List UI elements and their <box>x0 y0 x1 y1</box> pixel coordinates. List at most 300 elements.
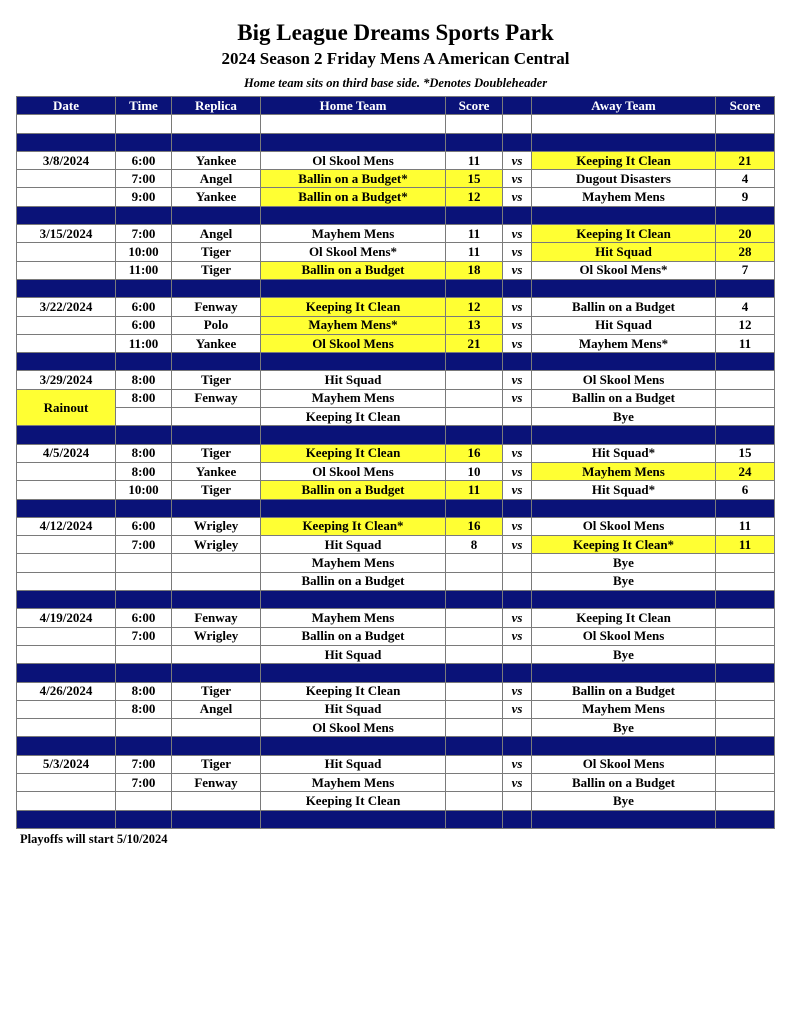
home-score-cell <box>446 773 503 791</box>
separator-cell <box>17 664 116 682</box>
vs-cell: vs <box>503 371 532 389</box>
away-score-cell: 4 <box>716 298 775 316</box>
separator-cell <box>172 591 261 609</box>
replica-cell: Tiger <box>172 444 261 462</box>
home-score-cell: 15 <box>446 170 503 188</box>
date-cell <box>17 170 116 188</box>
date-cell <box>17 627 116 645</box>
separator-cell <box>261 664 446 682</box>
replica-cell: Wrigley <box>172 627 261 645</box>
table-row <box>17 572 775 590</box>
away-score-cell <box>716 572 775 590</box>
vs-cell: vs <box>503 462 532 480</box>
replica-cell: Angel <box>172 225 261 243</box>
table-row <box>17 462 775 480</box>
table-row <box>17 554 775 572</box>
home-score-cell: 11 <box>446 151 503 169</box>
home-team-cell: Hit Squad <box>261 536 446 554</box>
separator-cell <box>716 737 775 755</box>
away-team-cell: Mayhem Mens <box>532 462 716 480</box>
away-score-cell: 12 <box>716 316 775 334</box>
separator-cell <box>116 810 172 828</box>
away-team-cell: Ol Skool Mens <box>532 627 716 645</box>
away-team-cell: Bye <box>532 408 716 426</box>
table-row <box>17 151 775 169</box>
away-team-cell: Ballin on a Budget <box>532 773 716 791</box>
away-score-cell <box>716 773 775 791</box>
away-team-cell: Dugout Disasters <box>532 170 716 188</box>
time-cell: 6:00 <box>116 298 172 316</box>
away-score-cell <box>716 554 775 572</box>
date-cell: 3/8/2024 <box>17 151 116 169</box>
separator-cell <box>261 499 446 517</box>
separator-cell <box>532 499 716 517</box>
away-score-cell <box>716 755 775 773</box>
away-score-cell: 9 <box>716 188 775 206</box>
date-cell <box>17 188 116 206</box>
blank-cell <box>172 115 261 133</box>
table-row <box>17 389 775 407</box>
separator-cell <box>116 737 172 755</box>
time-cell: 11:00 <box>116 334 172 352</box>
home-team-cell: Keeping It Clean <box>261 298 446 316</box>
column-header-date: Date <box>17 97 116 115</box>
table-row <box>17 719 775 737</box>
separator-cell <box>446 499 503 517</box>
home-score-cell <box>446 609 503 627</box>
separator-cell <box>17 499 116 517</box>
vs-cell: vs <box>503 700 532 718</box>
time-cell <box>116 572 172 590</box>
home-score-cell <box>446 572 503 590</box>
blank-cell <box>446 115 503 133</box>
separator-cell <box>532 206 716 224</box>
table-row <box>17 517 775 535</box>
vs-cell: vs <box>503 298 532 316</box>
separator-cell <box>116 206 172 224</box>
away-team-cell: Bye <box>532 719 716 737</box>
home-team-cell: Ol Skool Mens <box>261 151 446 169</box>
separator-row <box>17 279 775 297</box>
separator-row <box>17 737 775 755</box>
column-header-vs <box>503 97 532 115</box>
time-cell: 8:00 <box>116 462 172 480</box>
separator-cell <box>446 206 503 224</box>
home-team-cell: Keeping It Clean <box>261 792 446 810</box>
replica-cell: Fenway <box>172 773 261 791</box>
home-score-cell: 16 <box>446 444 503 462</box>
away-team-cell: Ballin on a Budget <box>532 298 716 316</box>
away-score-cell: 6 <box>716 481 775 499</box>
time-cell <box>116 792 172 810</box>
replica-cell: Tiger <box>172 371 261 389</box>
date-cell: 3/22/2024 <box>17 298 116 316</box>
date-cell: 4/12/2024 <box>17 517 116 535</box>
home-team-cell: Ol Skool Mens* <box>261 243 446 261</box>
away-team-cell: Keeping It Clean <box>532 225 716 243</box>
vs-cell: vs <box>503 536 532 554</box>
separator-cell <box>503 206 532 224</box>
table-row <box>17 627 775 645</box>
home-score-cell <box>446 389 503 407</box>
separator-cell <box>17 279 116 297</box>
separator-cell <box>261 591 446 609</box>
time-cell: 7:00 <box>116 773 172 791</box>
separator-cell <box>446 810 503 828</box>
separator-cell <box>716 426 775 444</box>
home-team-cell: Hit Squad <box>261 755 446 773</box>
separator-cell <box>116 591 172 609</box>
time-cell <box>116 645 172 663</box>
separator-row <box>17 426 775 444</box>
table-row <box>17 298 775 316</box>
home-team-cell: Keeping It Clean <box>261 408 446 426</box>
date-cell <box>17 481 116 499</box>
separator-cell <box>17 133 116 151</box>
table-header-row <box>17 97 775 115</box>
away-score-cell <box>716 389 775 407</box>
separator-cell <box>261 426 446 444</box>
away-score-cell: 4 <box>716 170 775 188</box>
separator-cell <box>446 737 503 755</box>
time-cell: 9:00 <box>116 188 172 206</box>
away-team-cell: Bye <box>532 554 716 572</box>
table-row <box>17 682 775 700</box>
home-score-cell <box>446 719 503 737</box>
time-cell: 8:00 <box>116 389 172 407</box>
date-cell: 3/29/2024 <box>17 371 116 389</box>
home-team-cell: Ballin on a Budget <box>261 572 446 590</box>
separator-cell <box>261 133 446 151</box>
separator-row <box>17 810 775 828</box>
column-header-home-team: Home Team <box>261 97 446 115</box>
home-score-cell: 8 <box>446 536 503 554</box>
away-score-cell: 28 <box>716 243 775 261</box>
schedule-table <box>16 96 775 829</box>
vs-cell: vs <box>503 773 532 791</box>
separator-cell <box>17 353 116 371</box>
blank-cell <box>716 115 775 133</box>
home-team-cell: Keeping It Clean <box>261 682 446 700</box>
separator-cell <box>532 591 716 609</box>
home-score-cell: 11 <box>446 243 503 261</box>
home-score-cell <box>446 408 503 426</box>
vs-cell: vs <box>503 334 532 352</box>
table-row <box>17 773 775 791</box>
away-team-cell: Bye <box>532 792 716 810</box>
table-row <box>17 700 775 718</box>
replica-cell: Tiger <box>172 682 261 700</box>
separator-row <box>17 499 775 517</box>
separator-cell <box>116 133 172 151</box>
time-cell <box>116 719 172 737</box>
separator-cell <box>261 206 446 224</box>
separator-row <box>17 133 775 151</box>
date-cell: 5/3/2024 <box>17 755 116 773</box>
vs-cell: vs <box>503 627 532 645</box>
separator-cell <box>172 133 261 151</box>
separator-cell <box>172 426 261 444</box>
date-cell <box>17 316 116 334</box>
separator-cell <box>716 279 775 297</box>
away-team-cell: Keeping It Clean <box>532 609 716 627</box>
separator-cell <box>172 279 261 297</box>
date-cell <box>17 719 116 737</box>
separator-cell <box>503 810 532 828</box>
home-score-cell <box>446 645 503 663</box>
home-score-cell: 13 <box>446 316 503 334</box>
table-row <box>17 316 775 334</box>
replica-cell: Wrigley <box>172 536 261 554</box>
vs-cell <box>503 572 532 590</box>
home-team-cell: Keeping It Clean* <box>261 517 446 535</box>
separator-cell <box>261 737 446 755</box>
separator-cell <box>172 206 261 224</box>
replica-cell: Fenway <box>172 298 261 316</box>
home-score-cell <box>446 682 503 700</box>
vs-cell: vs <box>503 682 532 700</box>
vs-cell: vs <box>503 389 532 407</box>
column-header-time: Time <box>116 97 172 115</box>
away-team-cell: Mayhem Mens <box>532 700 716 718</box>
separator-row <box>17 664 775 682</box>
table-row <box>17 334 775 352</box>
separator-cell <box>532 353 716 371</box>
home-score-cell: 21 <box>446 334 503 352</box>
table-row <box>17 408 775 426</box>
table-row <box>17 371 775 389</box>
separator-cell <box>532 664 716 682</box>
separator-cell <box>503 279 532 297</box>
vs-cell <box>503 719 532 737</box>
separator-cell <box>532 810 716 828</box>
time-cell: 6:00 <box>116 609 172 627</box>
away-team-cell: Hit Squad* <box>532 444 716 462</box>
separator-cell <box>116 353 172 371</box>
date-cell: 4/5/2024 <box>17 444 116 462</box>
away-score-cell <box>716 792 775 810</box>
separator-cell <box>172 353 261 371</box>
replica-cell <box>172 792 261 810</box>
home-score-cell: 12 <box>446 298 503 316</box>
separator-cell <box>716 664 775 682</box>
vs-cell: vs <box>503 481 532 499</box>
replica-cell: Fenway <box>172 609 261 627</box>
replica-cell <box>172 554 261 572</box>
replica-cell <box>172 645 261 663</box>
separator-cell <box>172 737 261 755</box>
away-score-cell: 11 <box>716 334 775 352</box>
date-cell <box>17 462 116 480</box>
blank-cell <box>532 115 716 133</box>
table-row <box>17 645 775 663</box>
away-score-cell <box>716 719 775 737</box>
blank-row <box>17 115 775 133</box>
away-score-cell <box>716 682 775 700</box>
separator-cell <box>532 133 716 151</box>
date-cell <box>17 554 116 572</box>
date-cell <box>17 792 116 810</box>
home-team-cell: Ballin on a Budget* <box>261 188 446 206</box>
page-subtitle: 2024 Season 2 Friday Mens A American Central <box>221 49 570 68</box>
vs-cell: vs <box>503 261 532 279</box>
blank-cell <box>17 115 116 133</box>
date-cell <box>17 773 116 791</box>
home-score-cell <box>446 554 503 572</box>
table-row <box>17 792 775 810</box>
away-team-cell: Hit Squad* <box>532 481 716 499</box>
separator-cell <box>532 279 716 297</box>
away-team-cell: Hit Squad <box>532 243 716 261</box>
schedule-note: Home team sits on third base side. *Denotes Doubleheader <box>243 76 548 90</box>
time-cell: 7:00 <box>116 627 172 645</box>
time-cell: 7:00 <box>116 170 172 188</box>
time-cell: 6:00 <box>116 517 172 535</box>
time-cell <box>116 408 172 426</box>
home-team-cell: Mayhem Mens <box>261 773 446 791</box>
away-team-cell: Mayhem Mens* <box>532 334 716 352</box>
table-row <box>17 444 775 462</box>
home-team-cell: Mayhem Mens <box>261 554 446 572</box>
separator-cell <box>261 279 446 297</box>
away-team-cell: Keeping It Clean* <box>532 536 716 554</box>
column-header-away-team: Away Team <box>532 97 716 115</box>
replica-cell: Tiger <box>172 481 261 499</box>
time-cell: 7:00 <box>116 755 172 773</box>
away-score-cell <box>716 645 775 663</box>
away-team-cell: Keeping It Clean <box>532 151 716 169</box>
replica-cell: Tiger <box>172 261 261 279</box>
separator-cell <box>116 279 172 297</box>
separator-row <box>17 353 775 371</box>
separator-cell <box>446 279 503 297</box>
footer-note: Playoffs will start 5/10/2024 <box>20 832 168 846</box>
time-cell: 6:00 <box>116 151 172 169</box>
column-header-home-score: Score <box>446 97 503 115</box>
vs-cell <box>503 645 532 663</box>
time-cell: 8:00 <box>116 700 172 718</box>
separator-cell <box>503 426 532 444</box>
away-team-cell: Ballin on a Budget <box>532 682 716 700</box>
home-score-cell <box>446 700 503 718</box>
separator-cell <box>17 591 116 609</box>
separator-row <box>17 591 775 609</box>
separator-cell <box>716 206 775 224</box>
separator-cell <box>503 353 532 371</box>
home-score-cell: 11 <box>446 481 503 499</box>
date-cell: 4/26/2024 <box>17 682 116 700</box>
vs-cell: vs <box>503 755 532 773</box>
replica-cell: Angel <box>172 170 261 188</box>
away-team-cell: Ballin on a Budget <box>532 389 716 407</box>
replica-cell <box>172 408 261 426</box>
separator-cell <box>716 591 775 609</box>
separator-row <box>17 206 775 224</box>
replica-cell: Yankee <box>172 188 261 206</box>
home-score-cell: 12 <box>446 188 503 206</box>
column-header-away-score: Score <box>716 97 775 115</box>
home-team-cell: Ballin on a Budget* <box>261 170 446 188</box>
time-cell: 8:00 <box>116 444 172 462</box>
table-row <box>17 609 775 627</box>
away-score-cell <box>716 609 775 627</box>
separator-cell <box>116 499 172 517</box>
table-row <box>17 188 775 206</box>
separator-cell <box>716 810 775 828</box>
home-team-cell: Hit Squad <box>261 371 446 389</box>
table-row <box>17 755 775 773</box>
away-score-cell <box>716 371 775 389</box>
vs-cell <box>503 408 532 426</box>
vs-cell: vs <box>503 151 532 169</box>
time-cell <box>116 554 172 572</box>
page-title: Big League Dreams Sports Park <box>237 20 554 45</box>
away-score-cell: 15 <box>716 444 775 462</box>
separator-cell <box>172 664 261 682</box>
replica-cell: Tiger <box>172 755 261 773</box>
table-row <box>17 481 775 499</box>
table-row <box>17 536 775 554</box>
away-score-cell: 7 <box>716 261 775 279</box>
home-team-cell: Ol Skool Mens <box>261 719 446 737</box>
away-team-cell: Bye <box>532 572 716 590</box>
vs-cell: vs <box>503 243 532 261</box>
date-cell <box>17 645 116 663</box>
home-team-cell: Keeping It Clean <box>261 444 446 462</box>
home-team-cell: Ballin on a Budget <box>261 627 446 645</box>
replica-cell <box>172 572 261 590</box>
separator-cell <box>503 664 532 682</box>
separator-cell <box>503 737 532 755</box>
vs-cell <box>503 554 532 572</box>
away-score-cell: 21 <box>716 151 775 169</box>
replica-cell <box>172 719 261 737</box>
separator-cell <box>532 426 716 444</box>
table-row <box>17 225 775 243</box>
away-score-cell: 11 <box>716 536 775 554</box>
date-cell: 3/15/2024 <box>17 225 116 243</box>
separator-cell <box>503 133 532 151</box>
home-score-cell: 18 <box>446 261 503 279</box>
away-team-cell: Bye <box>532 645 716 663</box>
blank-cell <box>261 115 446 133</box>
blank-cell <box>503 115 532 133</box>
away-team-cell: Ol Skool Mens <box>532 755 716 773</box>
home-team-cell: Mayhem Mens <box>261 389 446 407</box>
separator-cell <box>116 664 172 682</box>
separator-cell <box>446 133 503 151</box>
vs-cell: vs <box>503 225 532 243</box>
away-team-cell: Ol Skool Mens <box>532 517 716 535</box>
home-team-cell: Ol Skool Mens <box>261 462 446 480</box>
separator-cell <box>17 426 116 444</box>
replica-cell: Yankee <box>172 462 261 480</box>
table-row <box>17 261 775 279</box>
away-score-cell <box>716 700 775 718</box>
home-score-cell: 10 <box>446 462 503 480</box>
separator-cell <box>446 426 503 444</box>
separator-cell <box>172 499 261 517</box>
home-team-cell: Hit Squad <box>261 645 446 663</box>
separator-cell <box>503 499 532 517</box>
away-team-cell: Mayhem Mens <box>532 188 716 206</box>
schedule-body <box>17 115 775 829</box>
home-score-cell <box>446 371 503 389</box>
home-team-cell: Ol Skool Mens <box>261 334 446 352</box>
away-team-cell: Ol Skool Mens* <box>532 261 716 279</box>
separator-cell <box>172 810 261 828</box>
replica-cell: Yankee <box>172 151 261 169</box>
